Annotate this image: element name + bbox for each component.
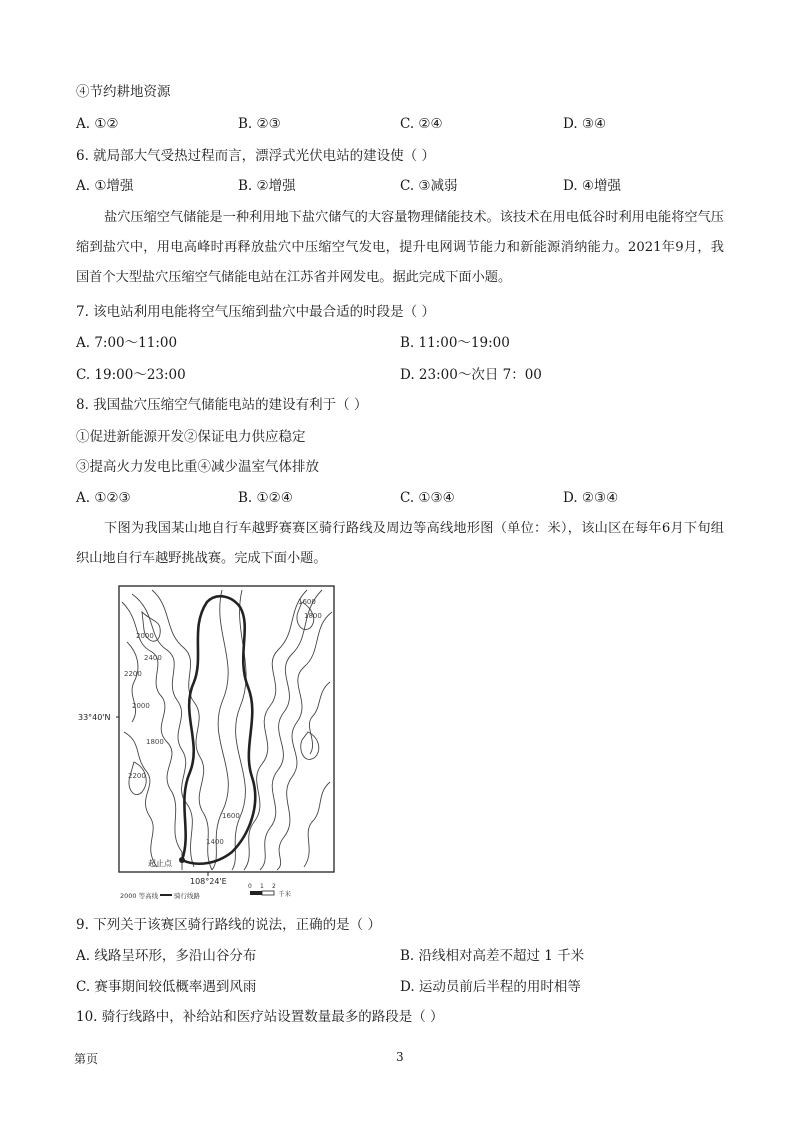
map-frame xyxy=(119,586,334,872)
contour-label: 1600 xyxy=(222,812,240,820)
contour-label: 2000 xyxy=(132,702,150,710)
contour-line xyxy=(277,612,332,870)
contour-line xyxy=(304,782,330,867)
option-item-4: ④节约耕地资源 xyxy=(76,84,171,100)
q5-option-b: B. ②③ xyxy=(238,116,281,132)
q6-stem: 6. 就局部大气受热过程而言，漂浮式光伏电站的建设使（ ） xyxy=(76,148,435,164)
scale-tick-label: 0 xyxy=(248,883,252,890)
scale-tick-label: 1 xyxy=(260,883,264,890)
footer-page-prefix: 第页 xyxy=(74,1052,99,1066)
q8-option-d: D. ②③④ xyxy=(563,490,619,506)
q6-option-c: C. ③减弱 xyxy=(400,178,458,194)
latitude-label: 33°40'N xyxy=(78,713,111,722)
contour-line xyxy=(309,682,330,754)
q8-option-c: C. ①③④ xyxy=(400,490,455,506)
q8-items-1-2: ①促进新能源开发②保证电力供应稳定 xyxy=(76,429,306,445)
q7-option-d: D. 23:00～次日 7：00 xyxy=(400,367,542,383)
passage-bike-race: 下图为我国某山地自行车越野赛赛区骑行路线及周边等高线地形图（单位：米），该山区在每年6月下旬组织山地自行车越野挑战赛。完成下面小题。 xyxy=(76,521,724,566)
legend-contour-label: 2000 等高线 xyxy=(120,892,159,900)
contour-label: 1800 xyxy=(304,612,322,620)
q7-stem: 7. 该电站利用电能将空气压缩到盐穴中最合适的时段是（ ） xyxy=(76,304,435,320)
contour-map-figure xyxy=(72,582,342,902)
q9-option-c: C. 赛事期间较低概率遇到风雨 xyxy=(76,979,257,995)
q9-option-b: B. 沿线相对高差不超过 1 千米 xyxy=(400,948,585,964)
scale-bar-white xyxy=(262,891,274,895)
contour-line xyxy=(127,642,138,722)
q8-items-3-4: ③提高火力发电比重④减少温室气体排放 xyxy=(76,459,319,475)
q5-option-d: D. ③④ xyxy=(563,116,607,132)
contour-line xyxy=(124,732,157,867)
contour-label: 1400 xyxy=(206,838,224,846)
contour-label: 2200 xyxy=(124,670,142,678)
q6-option-d: D. ④增强 xyxy=(563,178,622,194)
contour-line xyxy=(244,590,307,870)
contour-label: 1800 xyxy=(146,738,164,746)
scale-tick-label: 2 xyxy=(272,883,276,890)
q8-stem: 8. 我国盐穴压缩空气储能电站的建设有利于（ ） xyxy=(76,397,368,413)
scale-bar-black xyxy=(250,891,262,895)
q7-option-c: C. 19:00～23:00 xyxy=(76,367,186,383)
q5-option-c: C. ②④ xyxy=(400,116,443,132)
q8-option-a: A. ①②③ xyxy=(76,490,131,506)
contour-line xyxy=(122,602,182,870)
contour-line xyxy=(301,732,319,759)
contour-line xyxy=(260,590,322,870)
q6-option-a: A. ①增强 xyxy=(76,178,134,194)
legend-route-label: 骑行线路 xyxy=(174,892,200,900)
q9-stem: 9. 下列关于该赛区骑行路线的说法，正确的是（ ） xyxy=(76,917,381,933)
footer-page-number: 3 xyxy=(396,1050,404,1064)
scale-unit-label: 千米 xyxy=(278,890,291,898)
q9-option-d: D. 运动员前后半程的用时相等 xyxy=(400,979,581,995)
q7-option-a: A. 7:00～11:00 xyxy=(76,335,178,351)
contour-label: 1600 xyxy=(298,598,316,606)
q8-option-b: B. ①②④ xyxy=(238,490,293,506)
start-finish-label: 起止点 xyxy=(148,859,172,868)
contour-line xyxy=(212,590,228,870)
start-finish-point xyxy=(179,857,185,863)
contour-label: 2000 xyxy=(136,632,154,640)
contour-map-svg xyxy=(72,582,342,902)
contour-label: 2200 xyxy=(128,772,146,780)
q6-option-b: B. ②增强 xyxy=(238,178,296,194)
q9-option-a: A. 线路呈环形，多沿山谷分布 xyxy=(76,948,257,964)
contour-label: 2400 xyxy=(144,654,162,662)
q5-option-a: A. ①② xyxy=(76,116,119,132)
longitude-label: 108°24'E xyxy=(190,877,227,886)
passage-salt-cavern: 盐穴压缩空气储能是一种利用地下盐穴储气的大容量物理储能技术。该技术在用电低谷时利用电能将空气压缩到盐穴中，用电高峰时再释放盐穴中压缩空气发电，提升电网调节能力和新能源消纳能力。2021年9月，我国首个大型盐穴压缩空气储能电站在江苏省并网发电。据此完成下面小题。 xyxy=(76,210,724,285)
q7-option-b: B. 11:00～19:00 xyxy=(400,335,510,351)
q10-stem: 10. 骑行线路中，补给站和医疗站设置数量最多的路段是（ ） xyxy=(76,1009,444,1025)
